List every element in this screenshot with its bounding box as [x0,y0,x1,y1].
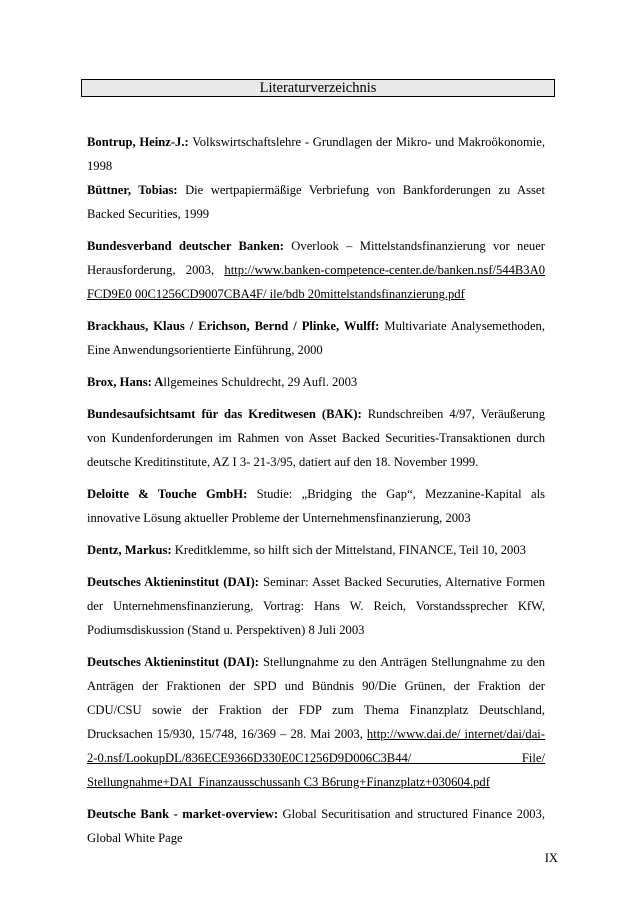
section-heading [81,79,555,97]
entry-text: llgemeines Schuldrecht, 29 Aufl. 2003 [163,375,358,389]
page-number: IX [544,851,558,865]
bibliography-list [87,130,545,850]
entry-text: Die wertpapiermäßige Verbriefung von Bankforderungen zu Asset Backed Securities, 1999 [87,183,546,221]
bibliography-entry [87,482,545,530]
bibliography-entry [87,314,545,362]
section-heading-text: Literaturverzeichnis [259,80,377,96]
entry-text: Multivariate Analysemethoden, Eine Anwendungsorientierte Einführung, 2000 [87,319,545,357]
bibliography-entry [87,650,545,794]
entry-author: Brox, Hans: A [87,375,164,389]
bibliography-entry [87,370,545,394]
entry-text: Global Securitisation and structured Finance 2003, Global White Page [87,807,545,845]
bibliography-entry [87,234,545,306]
entry-link[interactable]: http://www.dai.de/ internet/dai/dai-2-0.nsf/LookupDL/836ECE9366D330E0C1256D9D006C3B44/ File/ Stellungnahme+DAI_Finanzausschussanh C3 B6rung+Finanzplatz+030604.pdf [87,727,545,789]
bibliography-entry [87,130,545,178]
bibliography-entry [87,538,545,562]
entry-text: Rundschreiben 4/97, Veräußerung von Kundenforderungen im Rahmen von Asset Backed Securities-Transaktionen durch deutsche Kreditinstitute, AZ I 3- 21-3/95, datiert auf den 18. November 1999. [87,407,545,469]
entry-author: Brackhaus, Klaus / Erichson, Bernd / Plinke, Wulff: [87,319,380,333]
entry-link[interactable]: http://www.banken-competence-center.de/banken.nsf/544B3A0 FCD9E0 00C1256CD9007CBA4F/ ile/bdb 20mittelstandsfinanzierung.pdf [87,263,545,301]
bibliography-entry [87,802,545,850]
entry-author: Büttner, Tobias: [87,183,178,197]
entry-author: Bundesaufsichtsamt für das Kreditwesen (BAK): [87,407,362,421]
entry-author: Deloitte & Touche GmbH: [87,487,248,501]
entry-author: Deutsches Aktieninstitut (DAI): [87,575,259,589]
entry-text: Volkswirtschaftslehre - Grundlagen der Mikro- und Makroökonomie, 1998 [87,135,545,173]
entry-text: Studie: „Bridging the Gap“, Mezzanine-Kapital als innovative Lösung aktueller Probleme der Unternehmensfinanzierung, 2003 [87,487,545,525]
entry-author: Deutsches Aktieninstitut (DAI): [87,655,259,669]
entry-author: Bontrup, Heinz-J.: [87,135,189,149]
entry-text: Seminar: Asset Backed Securuties, Alternative Formen der Unternehmensfinanzierung, Vortrag: Hans W. Reich, Vorstandssprecher KfW, Podiumsdiskussion (Stand u. Perspektiven) 8 Juli 2003 [87,575,546,637]
entry-text: Stellungnahme zu den Anträgen Stellungnahme zu den Anträgen der Fraktionen der SPD und Bündnis 90/Die Grünen, der Fraktion der CDU/CSU sowie der Fraktion der FDP zum Thema Finanzplatz Deutschland, Drucksachen 15/930, 15/748, 16/369 – 28. Mai 2003, [87,655,545,741]
bibliography-entry [87,570,545,642]
bibliography-entry [87,402,545,474]
entry-author: Deutsche Bank - market-overview: [87,807,279,821]
entry-author: Bundesverband deutscher Banken: [87,239,285,253]
bibliography-entry [87,178,545,226]
entry-text: Overlook – Mittelstandsfinanzierung vor neuer Herausforderung, 2003, [87,239,546,277]
entry-text: Kreditklemme, so hilft sich der Mittelstand, FINANCE, Teil 10, 2003 [171,543,526,557]
entry-author: Dentz, Markus: [87,543,172,557]
